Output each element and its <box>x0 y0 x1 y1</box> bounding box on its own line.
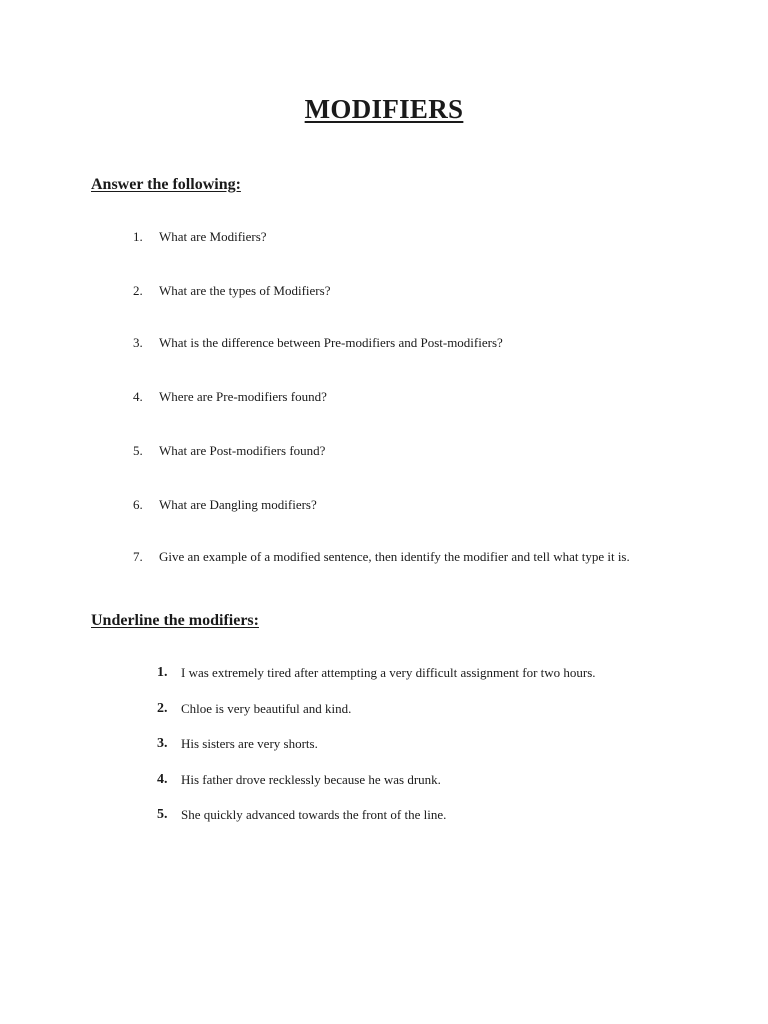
question-item <box>133 329 693 356</box>
sentence-text: She quickly advanced towards the front of the line. <box>181 807 447 822</box>
question-item <box>133 383 693 410</box>
question-text: Give an example of a modified sentence, then identify the modifier and tell what type it is. <box>159 549 630 564</box>
sentence-number: 3. <box>157 736 168 751</box>
question-item <box>133 543 673 570</box>
sentence-text: His father drove recklessly because he was drunk. <box>181 772 441 787</box>
question-number: 2. <box>133 283 143 298</box>
question-item <box>133 437 693 464</box>
question-text: What are Dangling modifiers? <box>159 497 317 512</box>
question-text: What is the difference between Pre-modifiers and Post-modifiers? <box>159 335 503 350</box>
question-item <box>133 223 693 250</box>
sentence-item <box>157 735 717 753</box>
question-number: 6. <box>133 497 143 512</box>
question-item <box>133 491 693 518</box>
question-text: What are Modifiers? <box>159 229 267 244</box>
page-title: MODIFIERS <box>304 94 464 124</box>
question-number: 1. <box>133 229 143 244</box>
sentence-text: I was extremely tired after attempting a very difficult assignment for two hours. <box>181 665 596 680</box>
sentence-item <box>157 700 717 718</box>
question-item <box>133 277 693 304</box>
sentence-number: 5. <box>157 807 168 822</box>
question-number: 7. <box>133 549 143 564</box>
section-heading-answer: Answer the following: <box>91 176 241 193</box>
question-text: What are the types of Modifiers? <box>159 283 331 298</box>
sentence-number: 4. <box>157 772 168 787</box>
sentence-item <box>157 806 717 824</box>
sentence-number: 2. <box>157 701 168 716</box>
question-number: 5. <box>133 443 143 458</box>
sentence-text: His sisters are very shorts. <box>181 736 318 751</box>
question-text: What are Post-modifiers found? <box>159 443 326 458</box>
sentence-number: 1. <box>157 665 168 680</box>
question-number: 3. <box>133 335 143 350</box>
question-number: 4. <box>133 389 143 404</box>
section-heading-underline: Underline the modifiers: <box>91 612 259 629</box>
sentence-item <box>157 771 717 789</box>
sentence-item <box>157 664 717 682</box>
question-text: Where are Pre-modifiers found? <box>159 389 327 404</box>
sentence-text: Chloe is very beautiful and kind. <box>181 701 352 716</box>
